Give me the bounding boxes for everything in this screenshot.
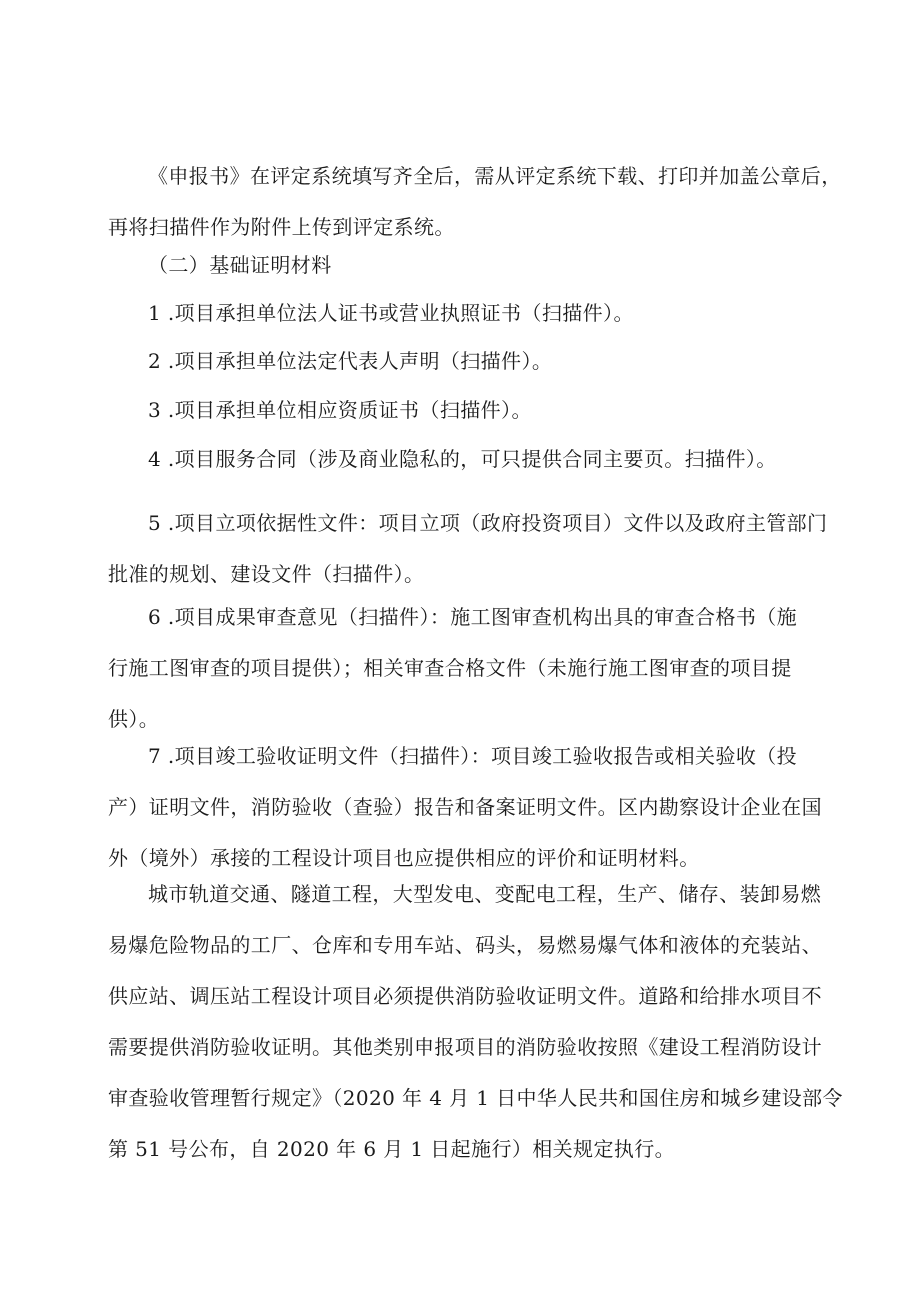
section-heading: [108, 240, 820, 291]
text-line: 城市轨道交通、隧道工程，大型发电、变配电工程，生产、储存、装卸易燃: [148, 882, 822, 906]
paragraph-fire-acceptance: [108, 869, 843, 1175]
text-line: 3 .项目承担单位相应资质证书（扫描件）。: [148, 398, 532, 422]
list-item-6: [108, 592, 820, 745]
text-line: 5 .项目立项依据性文件：项目立项（政府投资项目）文件以及政府主管部门: [148, 511, 828, 535]
text-line: （二）基础证明材料: [148, 253, 332, 277]
list-item-7: [108, 731, 820, 884]
text-line: 行施工图审查的项目提供）；相关审查合格文件（未施行施工图审查的项目提: [108, 656, 792, 680]
text-line: 7 .项目竣工验收证明文件（扫描件）：项目竣工验收报告或相关验收（投: [148, 744, 798, 768]
text-line: 外（境外）承接的工程设计项目也应提供相应的评价和证明材料。: [108, 846, 700, 870]
text-line: 第 51 号公布，自 2020 年 6 月 1 日起施行）相关规定执行。: [108, 1137, 676, 1161]
text-line: 供应站、调压站工程设计项目必须提供消防验收证明文件。道路和给排水项目不: [108, 984, 822, 1008]
list-item-1: [108, 288, 820, 339]
text-line: 2 .项目承担单位法定代表人声明（扫描件）。: [148, 349, 553, 373]
list-item-5: [108, 498, 828, 600]
text-line: 批准的规划、建设文件（扫描件）。: [108, 562, 425, 586]
text-line: 易爆危险物品的工厂、仓库和专用车站、码头，易燃易爆气体和液体的充装站、: [108, 933, 822, 957]
text-line: 1 .项目承担单位法人证书或营业执照证书（扫描件）。: [148, 301, 634, 325]
text-line: 审查验收管理暂行规定》（2020 年 4 月 1 日中华人民共和国住房和城乡建设部令: [108, 1086, 843, 1110]
list-item-3: [108, 385, 820, 436]
list-item-2: [108, 336, 820, 387]
text-line: 供）。: [108, 707, 160, 731]
text-line: 再将扫描件作为附件上传到评定系统。: [108, 215, 455, 239]
text-line: 6 .项目成果审查意见（扫描件）：施工图审查机构出具的审查合格书（施: [148, 605, 798, 629]
text-line: 4 .项目服务合同（涉及商业隐私的，可只提供合同主要页。扫描件）。: [148, 447, 777, 471]
text-line: 《申报书》在评定系统填写齐全后，需从评定系统下载、打印并加盖公章后，: [148, 164, 842, 188]
text-line: 产）证明文件，消防验收（查验）报告和备案证明文件。区内勘察设计企业在国: [108, 795, 822, 819]
paragraph-submission-note: [108, 151, 842, 253]
text-line: 需要提供消防验收证明。其他类别申报项目的消防验收按照《建设工程消防设计: [108, 1035, 822, 1059]
list-item-4: [108, 434, 820, 485]
